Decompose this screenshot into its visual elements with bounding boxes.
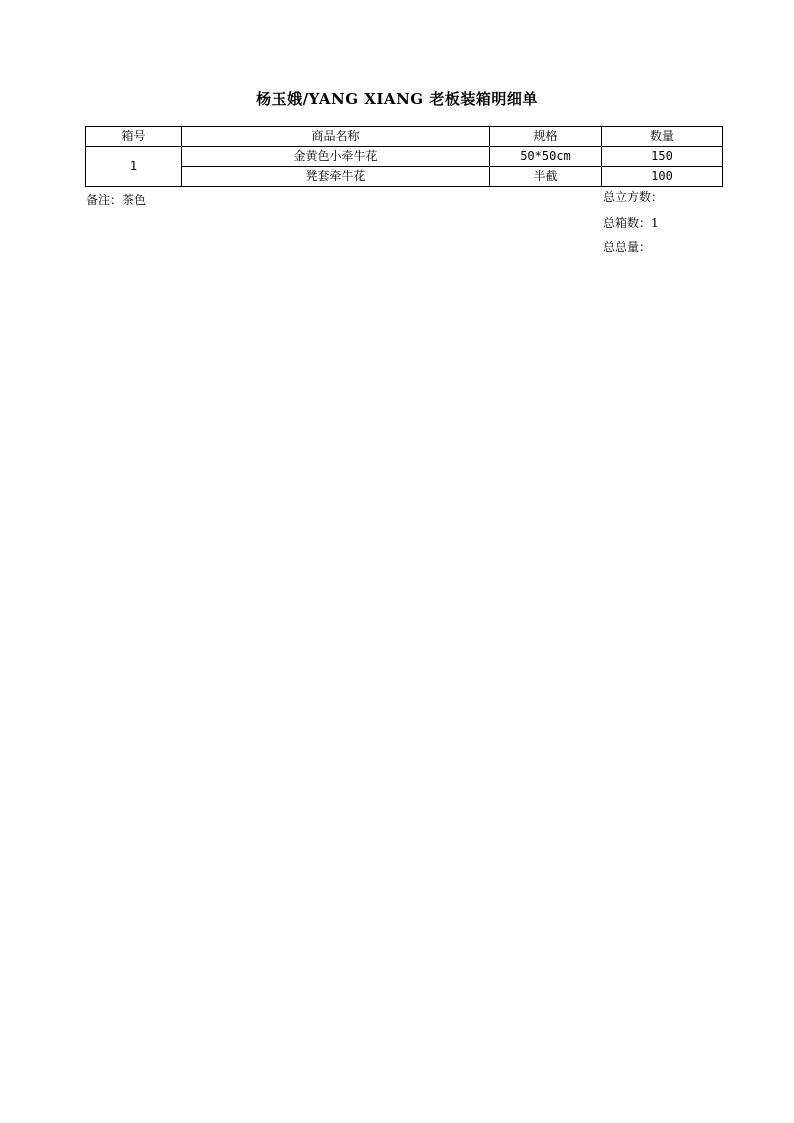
header-spec: 规格 [490, 127, 602, 147]
quantity-cell: 150 [602, 147, 723, 167]
remark-value: 茶色 [122, 193, 147, 207]
total-weight-label: 总总量： [603, 240, 652, 254]
total-weight [603, 238, 651, 255]
packing-list-table [85, 126, 723, 187]
remark [86, 191, 146, 208]
remark-label: 备注： [86, 193, 123, 207]
spec-cell: 50*50cm [490, 147, 602, 167]
total-boxes-value: 1 [651, 216, 659, 230]
box-no-cell: 1 [86, 147, 182, 187]
total-boxes-label: 总箱数： [603, 216, 652, 230]
total-volume-label: 总立方数： [603, 190, 664, 204]
spec-cell: 半截 [490, 167, 602, 187]
table-header-row [86, 127, 723, 147]
document-title: 杨玉娥/YANG XIANG 老板装箱明细单 [256, 90, 538, 108]
header-quantity: 数量 [602, 127, 723, 147]
product-name-cell: 凳套牵牛花 [182, 167, 490, 187]
product-name-cell: 金黄色小牵牛花 [182, 147, 490, 167]
header-box-no: 箱号 [86, 127, 182, 147]
table-row [86, 147, 723, 167]
total-boxes [603, 214, 659, 231]
total-volume [603, 188, 663, 205]
quantity-cell: 100 [602, 167, 723, 187]
header-product-name: 商品名称 [182, 127, 490, 147]
table-row [86, 167, 723, 187]
